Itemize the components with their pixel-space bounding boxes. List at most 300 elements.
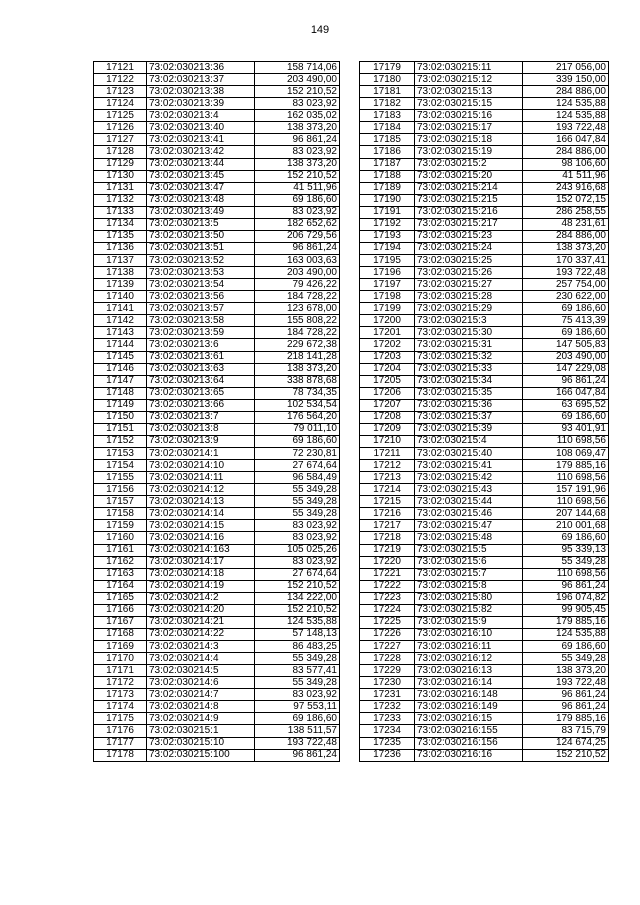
table-row bbox=[360, 194, 609, 206]
cadastral-number: 73:02:030214:17 bbox=[147, 556, 255, 568]
table-row bbox=[94, 146, 340, 158]
row-number: 17178 bbox=[94, 749, 147, 761]
row-number: 17135 bbox=[94, 230, 147, 242]
cadastral-number: 73:02:030215:42 bbox=[415, 472, 523, 484]
table-row bbox=[360, 351, 609, 363]
row-number: 17190 bbox=[360, 194, 415, 206]
cadastral-value: 69 186,60 bbox=[523, 641, 609, 653]
cadastral-number: 73:02:030215:215 bbox=[415, 194, 523, 206]
table-row bbox=[94, 749, 340, 761]
table-row bbox=[360, 677, 609, 689]
cadastral-number: 73:02:030215:217 bbox=[415, 218, 523, 230]
cadastral-value: 83 023,92 bbox=[255, 98, 340, 110]
row-number: 17200 bbox=[360, 315, 415, 327]
table-row bbox=[94, 653, 340, 665]
table-row bbox=[94, 122, 340, 134]
cadastral-value: 179 885,16 bbox=[523, 460, 609, 472]
cadastral-number: 73:02:030214:11 bbox=[147, 472, 255, 484]
cadastral-value: 27 674,64 bbox=[255, 568, 340, 580]
cadastral-value: 176 564,20 bbox=[255, 411, 340, 423]
cadastral-number: 73:02:030215:37 bbox=[415, 411, 523, 423]
cadastral-number: 73:02:030215:19 bbox=[415, 146, 523, 158]
cadastral-number: 73:02:030213:50 bbox=[147, 230, 255, 242]
row-number: 17225 bbox=[360, 616, 415, 628]
row-number: 17147 bbox=[94, 375, 147, 387]
table-row bbox=[360, 544, 609, 556]
cadastral-value: 124 674,25 bbox=[523, 737, 609, 749]
table-row bbox=[94, 230, 340, 242]
row-number: 17176 bbox=[94, 725, 147, 737]
row-number: 17136 bbox=[94, 242, 147, 254]
cadastral-number: 73:02:030214:8 bbox=[147, 701, 255, 713]
cadastral-number: 73:02:030215:214 bbox=[415, 182, 523, 194]
cadastral-value: 86 483,25 bbox=[255, 641, 340, 653]
cadastral-number: 73:02:030213:56 bbox=[147, 291, 255, 303]
table-row bbox=[94, 158, 340, 170]
right-table-body bbox=[360, 62, 609, 762]
table-row bbox=[94, 170, 340, 182]
table-row bbox=[94, 218, 340, 230]
cadastral-value: 95 339,13 bbox=[523, 544, 609, 556]
table-row bbox=[360, 628, 609, 640]
table-row bbox=[94, 267, 340, 279]
row-number: 17132 bbox=[94, 194, 147, 206]
cadastral-value: 63 695,52 bbox=[523, 399, 609, 411]
cadastral-value: 158 714,06 bbox=[255, 62, 340, 74]
cadastral-number: 73:02:030215:20 bbox=[415, 170, 523, 182]
cadastral-number: 73:02:030215:80 bbox=[415, 592, 523, 604]
cadastral-value: 83 023,92 bbox=[255, 689, 340, 701]
cadastral-number: 73:02:030215:9 bbox=[415, 616, 523, 628]
cadastral-value: 55 349,28 bbox=[255, 508, 340, 520]
cadastral-number: 73:02:030213:63 bbox=[147, 363, 255, 375]
row-number: 17159 bbox=[94, 520, 147, 532]
cadastral-number: 73:02:030214:1 bbox=[147, 448, 255, 460]
cadastral-value: 138 511,57 bbox=[255, 725, 340, 737]
table-row bbox=[360, 665, 609, 677]
cadastral-number: 73:02:030213:5 bbox=[147, 218, 255, 230]
table-row bbox=[94, 544, 340, 556]
row-number: 17209 bbox=[360, 423, 415, 435]
cadastral-number: 73:02:030214:163 bbox=[147, 544, 255, 556]
table-row bbox=[94, 641, 340, 653]
table-row bbox=[360, 423, 609, 435]
table-row bbox=[94, 568, 340, 580]
cadastral-value: 69 186,60 bbox=[523, 303, 609, 315]
cadastral-number: 73:02:030214:2 bbox=[147, 592, 255, 604]
cadastral-number: 73:02:030214:18 bbox=[147, 568, 255, 580]
cadastral-value: 284 886,00 bbox=[523, 146, 609, 158]
cadastral-value: 98 106,60 bbox=[523, 158, 609, 170]
row-number: 17212 bbox=[360, 460, 415, 472]
row-number: 17164 bbox=[94, 580, 147, 592]
cadastral-number: 73:02:030216:15 bbox=[415, 713, 523, 725]
row-number: 17171 bbox=[94, 665, 147, 677]
row-number: 17150 bbox=[94, 411, 147, 423]
row-number: 17220 bbox=[360, 556, 415, 568]
row-number: 17208 bbox=[360, 411, 415, 423]
cadastral-value: 83 023,92 bbox=[255, 146, 340, 158]
cadastral-value: 124 535,88 bbox=[255, 616, 340, 628]
table-row bbox=[360, 242, 609, 254]
cadastral-number: 73:02:030213:8 bbox=[147, 423, 255, 435]
row-number: 17204 bbox=[360, 363, 415, 375]
table-row bbox=[360, 580, 609, 592]
table-row bbox=[360, 62, 609, 74]
row-number: 17184 bbox=[360, 122, 415, 134]
cadastral-value: 124 535,88 bbox=[523, 98, 609, 110]
table-row bbox=[94, 86, 340, 98]
cadastral-value: 217 056,00 bbox=[523, 62, 609, 74]
table-row bbox=[94, 62, 340, 74]
cadastral-value: 123 678,00 bbox=[255, 303, 340, 315]
table-row bbox=[94, 194, 340, 206]
row-number: 17227 bbox=[360, 641, 415, 653]
cadastral-value: 203 490,00 bbox=[255, 74, 340, 86]
row-number: 17173 bbox=[94, 689, 147, 701]
table-row bbox=[94, 339, 340, 351]
row-number: 17193 bbox=[360, 230, 415, 242]
cadastral-value: 96 861,24 bbox=[523, 701, 609, 713]
cadastral-number: 73:02:030215:8 bbox=[415, 580, 523, 592]
row-number: 17186 bbox=[360, 146, 415, 158]
cadastral-value: 157 191,96 bbox=[523, 484, 609, 496]
row-number: 17172 bbox=[94, 677, 147, 689]
cadastral-number: 73:02:030213:57 bbox=[147, 303, 255, 315]
cadastral-value: 152 210,52 bbox=[255, 604, 340, 616]
cadastral-value: 284 886,00 bbox=[523, 230, 609, 242]
table-row bbox=[94, 182, 340, 194]
table-row bbox=[94, 508, 340, 520]
row-number: 17134 bbox=[94, 218, 147, 230]
table-row bbox=[94, 532, 340, 544]
cadastral-value: 134 222,00 bbox=[255, 592, 340, 604]
cadastral-value: 152 072,15 bbox=[523, 194, 609, 206]
table-row bbox=[360, 520, 609, 532]
cadastral-value: 27 674,64 bbox=[255, 460, 340, 472]
table-row bbox=[94, 110, 340, 122]
table-row bbox=[360, 146, 609, 158]
table-row bbox=[360, 98, 609, 110]
cadastral-number: 73:02:030215:25 bbox=[415, 255, 523, 267]
cadastral-value: 79 011,10 bbox=[255, 423, 340, 435]
cadastral-value: 152 210,52 bbox=[255, 580, 340, 592]
cadastral-number: 73:02:030214:4 bbox=[147, 653, 255, 665]
cadastral-number: 73:02:030214:16 bbox=[147, 532, 255, 544]
cadastral-value: 210 001,68 bbox=[523, 520, 609, 532]
table-row bbox=[360, 701, 609, 713]
row-number: 17158 bbox=[94, 508, 147, 520]
table-row bbox=[360, 279, 609, 291]
row-number: 17130 bbox=[94, 170, 147, 182]
row-number: 17167 bbox=[94, 616, 147, 628]
cadastral-value: 57 148,13 bbox=[255, 628, 340, 640]
row-number: 17124 bbox=[94, 98, 147, 110]
cadastral-number: 73:02:030213:66 bbox=[147, 399, 255, 411]
cadastral-value: 72 230,81 bbox=[255, 448, 340, 460]
row-number: 17223 bbox=[360, 592, 415, 604]
cadastral-value: 284 886,00 bbox=[523, 86, 609, 98]
cadastral-value: 99 905,45 bbox=[523, 604, 609, 616]
row-number: 17201 bbox=[360, 327, 415, 339]
cadastral-number: 73:02:030213:42 bbox=[147, 146, 255, 158]
row-number: 17122 bbox=[94, 74, 147, 86]
cadastral-number: 73:02:030216:10 bbox=[415, 628, 523, 640]
row-number: 17123 bbox=[94, 86, 147, 98]
row-number: 17161 bbox=[94, 544, 147, 556]
cadastral-number: 73:02:030213:54 bbox=[147, 279, 255, 291]
cadastral-number: 73:02:030215:5 bbox=[415, 544, 523, 556]
table-row bbox=[94, 689, 340, 701]
cadastral-value: 55 349,28 bbox=[523, 556, 609, 568]
cadastral-value: 338 878,68 bbox=[255, 375, 340, 387]
table-row bbox=[360, 230, 609, 242]
cadastral-value: 108 069,47 bbox=[523, 448, 609, 460]
cadastral-number: 73:02:030214:10 bbox=[147, 460, 255, 472]
left-table bbox=[93, 61, 340, 762]
cadastral-value: 96 861,24 bbox=[523, 375, 609, 387]
cadastral-value: 97 553,11 bbox=[255, 701, 340, 713]
table-row bbox=[94, 134, 340, 146]
cadastral-value: 48 231,61 bbox=[523, 218, 609, 230]
cadastral-value: 218 141,28 bbox=[255, 351, 340, 363]
cadastral-value: 69 186,60 bbox=[523, 327, 609, 339]
table-row bbox=[360, 725, 609, 737]
table-row bbox=[360, 291, 609, 303]
table-row bbox=[360, 749, 609, 761]
cadastral-value: 83 023,92 bbox=[255, 532, 340, 544]
cadastral-value: 41 511,96 bbox=[523, 170, 609, 182]
row-number: 17140 bbox=[94, 291, 147, 303]
table-row bbox=[94, 363, 340, 375]
cadastral-number: 73:02:030214:19 bbox=[147, 580, 255, 592]
cadastral-number: 73:02:030213:6 bbox=[147, 339, 255, 351]
table-row bbox=[94, 423, 340, 435]
cadastral-value: 83 715,79 bbox=[523, 725, 609, 737]
table-row bbox=[94, 628, 340, 640]
cadastral-value: 193 722,48 bbox=[523, 267, 609, 279]
table-row bbox=[94, 375, 340, 387]
table-row bbox=[360, 448, 609, 460]
cadastral-number: 73:02:030213:39 bbox=[147, 98, 255, 110]
row-number: 17218 bbox=[360, 532, 415, 544]
cadastral-number: 73:02:030214:7 bbox=[147, 689, 255, 701]
cadastral-value: 69 186,60 bbox=[523, 411, 609, 423]
cadastral-number: 73:02:030213:36 bbox=[147, 62, 255, 74]
row-number: 17151 bbox=[94, 423, 147, 435]
cadastral-value: 243 916,68 bbox=[523, 182, 609, 194]
cadastral-value: 179 885,16 bbox=[523, 713, 609, 725]
cadastral-number: 73:02:030215:33 bbox=[415, 363, 523, 375]
cadastral-number: 73:02:030214:20 bbox=[147, 604, 255, 616]
row-number: 17163 bbox=[94, 568, 147, 580]
cadastral-value: 69 186,60 bbox=[255, 713, 340, 725]
table-row bbox=[94, 399, 340, 411]
cadastral-value: 286 258,55 bbox=[523, 206, 609, 218]
cadastral-number: 73:02:030214:21 bbox=[147, 616, 255, 628]
table-row bbox=[94, 242, 340, 254]
table-row bbox=[360, 737, 609, 749]
row-number: 17234 bbox=[360, 725, 415, 737]
row-number: 17175 bbox=[94, 713, 147, 725]
table-row bbox=[360, 460, 609, 472]
cadastral-value: 69 186,60 bbox=[523, 532, 609, 544]
table-row bbox=[94, 701, 340, 713]
row-number: 17202 bbox=[360, 339, 415, 351]
row-number: 17219 bbox=[360, 544, 415, 556]
cadastral-number: 73:02:030215:36 bbox=[415, 399, 523, 411]
cadastral-number: 73:02:030215:6 bbox=[415, 556, 523, 568]
cadastral-number: 73:02:030215:44 bbox=[415, 496, 523, 508]
table-row bbox=[360, 556, 609, 568]
table-row bbox=[94, 98, 340, 110]
cadastral-number: 73:02:030216:14 bbox=[415, 677, 523, 689]
cadastral-number: 73:02:030213:40 bbox=[147, 122, 255, 134]
row-number: 17177 bbox=[94, 737, 147, 749]
row-number: 17222 bbox=[360, 580, 415, 592]
table-row bbox=[94, 315, 340, 327]
cadastral-number: 73:02:030215:7 bbox=[415, 568, 523, 580]
cadastral-number: 73:02:030215:18 bbox=[415, 134, 523, 146]
row-number: 17187 bbox=[360, 158, 415, 170]
table-row bbox=[360, 399, 609, 411]
table-row bbox=[360, 604, 609, 616]
cadastral-value: 69 186,60 bbox=[255, 194, 340, 206]
cadastral-value: 166 047,84 bbox=[523, 134, 609, 146]
cadastral-number: 73:02:030216:148 bbox=[415, 689, 523, 701]
row-number: 17157 bbox=[94, 496, 147, 508]
cadastral-value: 193 722,48 bbox=[523, 677, 609, 689]
cadastral-number: 73:02:030215:2 bbox=[415, 158, 523, 170]
row-number: 17129 bbox=[94, 158, 147, 170]
row-number: 17211 bbox=[360, 448, 415, 460]
table-row bbox=[94, 472, 340, 484]
cadastral-value: 207 144,68 bbox=[523, 508, 609, 520]
cadastral-value: 93 401,91 bbox=[523, 423, 609, 435]
cadastral-number: 73:02:030215:16 bbox=[415, 110, 523, 122]
cadastral-value: 96 861,24 bbox=[255, 134, 340, 146]
cadastral-number: 73:02:030216:149 bbox=[415, 701, 523, 713]
table-row bbox=[360, 74, 609, 86]
cadastral-number: 73:02:030214:9 bbox=[147, 713, 255, 725]
row-number: 17165 bbox=[94, 592, 147, 604]
cadastral-value: 105 025,26 bbox=[255, 544, 340, 556]
row-number: 17148 bbox=[94, 387, 147, 399]
table-row bbox=[360, 158, 609, 170]
cadastral-value: 155 808,22 bbox=[255, 315, 340, 327]
cadastral-number: 73:02:030213:45 bbox=[147, 170, 255, 182]
cadastral-value: 83 023,92 bbox=[255, 206, 340, 218]
row-number: 17194 bbox=[360, 242, 415, 254]
table-row bbox=[360, 568, 609, 580]
table-row bbox=[360, 641, 609, 653]
table-row bbox=[360, 110, 609, 122]
cadastral-number: 73:02:030214:14 bbox=[147, 508, 255, 520]
cadastral-value: 102 534,54 bbox=[255, 399, 340, 411]
cadastral-number: 73:02:030215:11 bbox=[415, 62, 523, 74]
cadastral-number: 73:02:030215:32 bbox=[415, 351, 523, 363]
cadastral-number: 73:02:030215:28 bbox=[415, 291, 523, 303]
row-number: 17138 bbox=[94, 267, 147, 279]
table-row bbox=[94, 74, 340, 86]
table-row bbox=[94, 411, 340, 423]
row-number: 17152 bbox=[94, 435, 147, 447]
cadastral-value: 179 885,16 bbox=[523, 616, 609, 628]
cadastral-value: 55 349,28 bbox=[523, 653, 609, 665]
cadastral-value: 110 698,56 bbox=[523, 568, 609, 580]
row-number: 17180 bbox=[360, 74, 415, 86]
table-row bbox=[94, 448, 340, 460]
cadastral-number: 73:02:030216:16 bbox=[415, 749, 523, 761]
cadastral-number: 73:02:030215:1 bbox=[147, 725, 255, 737]
table-row bbox=[94, 665, 340, 677]
row-number: 17224 bbox=[360, 604, 415, 616]
cadastral-number: 73:02:030215:13 bbox=[415, 86, 523, 98]
cadastral-value: 203 490,00 bbox=[523, 351, 609, 363]
row-number: 17215 bbox=[360, 496, 415, 508]
row-number: 17142 bbox=[94, 315, 147, 327]
table-row bbox=[94, 206, 340, 218]
row-number: 17236 bbox=[360, 749, 415, 761]
right-table bbox=[359, 61, 609, 762]
cadastral-number: 73:02:030215:47 bbox=[415, 520, 523, 532]
cadastral-number: 73:02:030213:9 bbox=[147, 435, 255, 447]
table-row bbox=[360, 363, 609, 375]
cadastral-value: 196 074,82 bbox=[523, 592, 609, 604]
cadastral-number: 73:02:030215:100 bbox=[147, 749, 255, 761]
cadastral-value: 339 150,00 bbox=[523, 74, 609, 86]
table-row bbox=[360, 218, 609, 230]
row-number: 17229 bbox=[360, 665, 415, 677]
table-row bbox=[94, 520, 340, 532]
row-number: 17133 bbox=[94, 206, 147, 218]
cadastral-number: 73:02:030215:27 bbox=[415, 279, 523, 291]
cadastral-value: 147 505,83 bbox=[523, 339, 609, 351]
table-row bbox=[360, 496, 609, 508]
row-number: 17182 bbox=[360, 98, 415, 110]
table-row bbox=[94, 435, 340, 447]
cadastral-number: 73:02:030215:35 bbox=[415, 387, 523, 399]
row-number: 17228 bbox=[360, 653, 415, 665]
row-number: 17144 bbox=[94, 339, 147, 351]
cadastral-number: 73:02:030215:48 bbox=[415, 532, 523, 544]
cadastral-number: 73:02:030216:155 bbox=[415, 725, 523, 737]
cadastral-number: 73:02:030214:15 bbox=[147, 520, 255, 532]
table-row bbox=[94, 327, 340, 339]
row-number: 17196 bbox=[360, 267, 415, 279]
cadastral-number: 73:02:030213:61 bbox=[147, 351, 255, 363]
table-row bbox=[360, 327, 609, 339]
row-number: 17145 bbox=[94, 351, 147, 363]
cadastral-number: 73:02:030214:3 bbox=[147, 641, 255, 653]
row-number: 17143 bbox=[94, 327, 147, 339]
cadastral-number: 73:02:030213:59 bbox=[147, 327, 255, 339]
row-number: 17146 bbox=[94, 363, 147, 375]
cadastral-number: 73:02:030215:4 bbox=[415, 435, 523, 447]
row-number: 17126 bbox=[94, 122, 147, 134]
table-row bbox=[94, 713, 340, 725]
row-number: 17233 bbox=[360, 713, 415, 725]
cadastral-value: 83 023,92 bbox=[255, 556, 340, 568]
cadastral-value: 203 490,00 bbox=[255, 267, 340, 279]
table-row bbox=[94, 737, 340, 749]
row-number: 17170 bbox=[94, 653, 147, 665]
table-row bbox=[360, 592, 609, 604]
row-number: 17137 bbox=[94, 255, 147, 267]
cadastral-number: 73:02:030213:65 bbox=[147, 387, 255, 399]
cadastral-value: 110 698,56 bbox=[523, 496, 609, 508]
row-number: 17231 bbox=[360, 689, 415, 701]
